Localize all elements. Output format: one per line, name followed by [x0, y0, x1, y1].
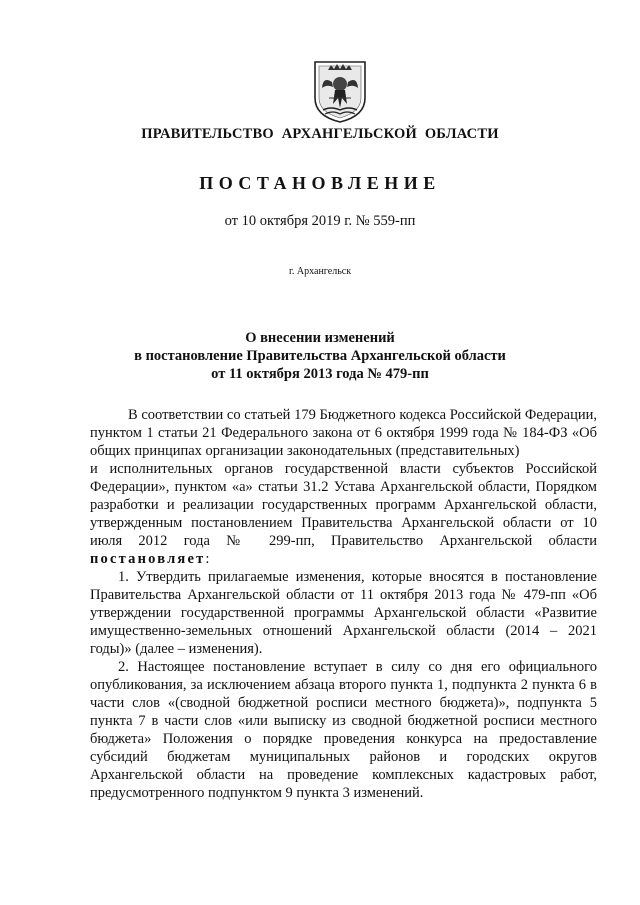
- decree-colon: :: [205, 551, 210, 567]
- title-line-2: в постановление Правительства Архангельской области: [134, 348, 506, 364]
- title-line-1: О внесении изменений: [245, 330, 395, 346]
- preamble-part-2: [90, 460, 597, 568]
- item-2: 2. Настоящее постановление вступает в силу со дня его официального опубликования, за исключением абзаца второго пункта 1, подпункта 2 пункта 6 в части слов «(сводной бюджетной росписи местного бюджета)», подпункта 5 пункта 7 в части слов «или выписку из сводной бюджетной росписи местного бюджета» Положения о порядке проведения конкурса на предоставление субсидий бюджетам муниципальных районов и городских округов Архангельской области на проведение комплексных кадастровых работ, предусмотренного подпунктом 9 пункта 3 изменений.: [90, 659, 597, 801]
- item-1: 1. Утвердить прилагаемые изменения, которые вносятся в постановление Правительства Архангельской области от 11 октября 2013 года № 479-пп «Об утверждении государственной программы Архангельской области «Развитие имущественно-земельных отношений Архангельской области (2014 – 2021 годы)» (далее – изменения).: [90, 569, 597, 657]
- document-body: [90, 406, 597, 802]
- decree-word: постановляет: [90, 551, 206, 567]
- document-type: ПОСТАНОВЛЕНИЕ: [199, 173, 441, 193]
- preamble-text: и исполнительных органов государственной власти субъектов Российской Федерации», пунктом «а» статьи 31.2 Устава Архангельской области, Порядком разработки и реализации государственных программ Архангельской области, утвержденным постановлением Правительства Архангельской области от 10 июля 2012 года № 299-пп, Правительство Архангельской области: [90, 461, 597, 549]
- organization-name: ПРАВИТЕЛЬСТВО АРХАНГЕЛЬСКОЙ ОБЛАСТИ: [141, 126, 499, 142]
- preamble-part-1: В соответствии со статьей 179 Бюджетного кодекса Российской Федерации, пунктом 1 статьи 21 Федерального закона от 6 октября 1999 года № 184-ФЗ «Об общих принципах организации законодательных (представительных): [90, 407, 597, 459]
- document-title: [0, 329, 640, 383]
- coat-of-arms-icon: [311, 58, 369, 124]
- document-date-number: от 10 октября 2019 г. № 559-пп: [224, 213, 416, 229]
- title-line-3: от 11 октября 2013 года № 479-пп: [211, 366, 429, 382]
- document-city: г. Архангельск: [288, 266, 352, 277]
